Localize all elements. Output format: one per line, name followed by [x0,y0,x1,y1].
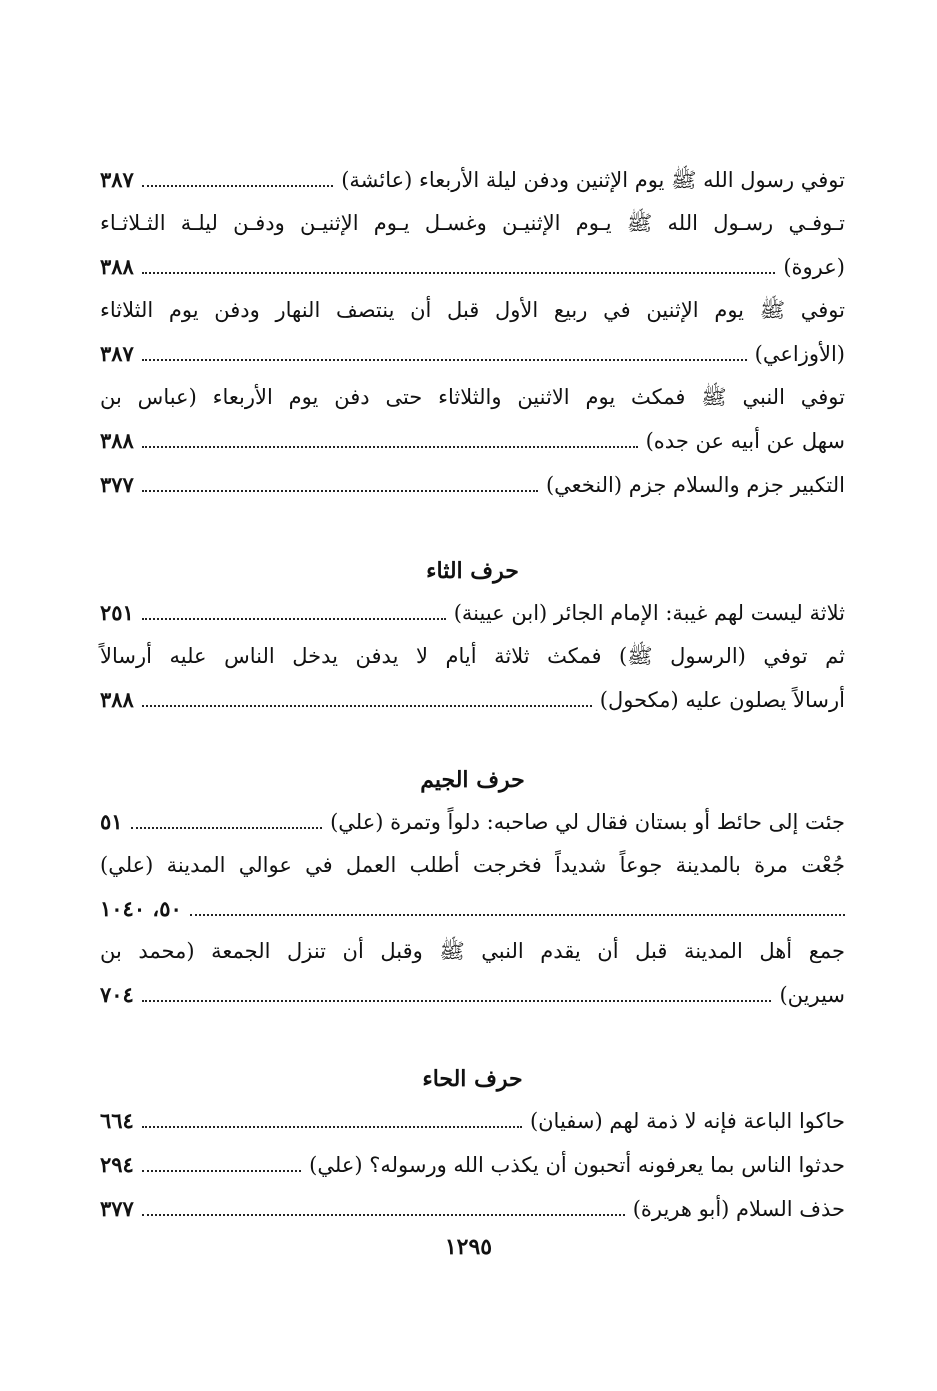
entry-text: التكبير جزم والسلام جزم (النخعي) [545,473,845,497]
entry-text: توفي ﷺ يوم الإثنين في ربيع الأول قبل أن ينتصف النهار ودفن يوم الثلاثاء [100,298,845,322]
dot-leader [142,1000,772,1002]
entry-text: توفي رسول الله ﷺ يوم الإثنين ودفن ليلة الأربعاء (عائشة) [341,168,845,192]
page-number: ١٢٩٥ [444,1234,493,1260]
entry-line [100,245,845,289]
page-reference: ٣٧٧ [100,472,134,497]
page-reference: ٧٠٤ [100,982,134,1007]
index-entry [100,1187,845,1231]
index-entry [100,930,845,1017]
index-entry [100,376,845,463]
entry-line [100,800,845,844]
dot-leader [142,490,538,492]
section-heading: حرف الثاء [426,558,519,584]
index-entry [100,800,845,844]
index-entry [100,844,845,930]
page-reference: ٣٨٨ [100,428,134,453]
index-entry [100,463,845,507]
page-reference: ٣٨٧ [100,167,134,192]
page-reference: ٢٩٤ [100,1152,134,1177]
page-reference: ٢٥١ [100,600,134,625]
entry-line [100,419,845,463]
page-reference: ٣٨٧ [100,341,134,366]
entry-text: جئت إلى حائط أو بستان فقال لي صاحبه: دلواً وتمرة (علي) [330,810,845,834]
dot-leader [142,1126,522,1128]
entry-line [100,158,845,202]
dot-leader [142,185,333,187]
page-reference: ٥٠، ١٠٤٠ [100,896,182,921]
entry-text: ثم توفي (الرسول ﷺ) فمكث ثلاثة أيام لا يدفن يدخل الناس عليه أرسالاً [100,644,845,668]
section-heading: حرف الجيم [420,767,525,793]
entry-text: جمع أهل المدينة قبل أن يقدم النبي ﷺ وقبل أن تنزل الجمعة (محمد بن [100,939,845,963]
dot-leader [142,1214,625,1216]
page-reference: ٣٨٨ [100,254,134,279]
dot-leader [142,1170,301,1172]
dot-leader [142,272,776,274]
section-heading: حرف الحاء [422,1066,523,1092]
dot-leader [142,618,446,620]
index-entry [100,158,845,202]
entry-text: تـوفـي رسـول الله ﷺ يـوم الإثنيـن وغسـل يـوم الإثنيـن ودفـن ليلـة الثـلاثـاء [100,211,845,235]
page-reference: ٦٦٤ [100,1108,134,1133]
page-reference: ٥١ [100,809,123,834]
dot-leader [131,827,323,829]
entry-text: سيرين) [779,983,845,1007]
index-entry [100,1099,845,1143]
entry-text: حذف السلام (أبو هريرة) [632,1197,845,1221]
entry-text: سهل عن أبيه عن جده) [645,429,845,453]
entry-line [100,1143,845,1187]
index-entry [100,1143,845,1187]
index-entry [100,289,845,376]
dot-leader [142,705,592,707]
index-page [100,158,845,1231]
index-entry [100,635,845,722]
index-entry [100,202,845,289]
entry-line [100,463,845,507]
dot-leader [142,446,638,448]
dot-leader [142,359,747,361]
entry-text: حاكوا الباعة فإنه لا ذمة لهم (سفيان) [529,1109,845,1133]
page-reference: ٣٨٨ [100,687,134,712]
entry-line [100,678,845,722]
dot-leader [190,914,845,916]
entry-line [100,887,845,930]
index-entry [100,591,845,635]
page-reference: ٣٧٧ [100,1196,134,1221]
entry-text: جُعْت مرة بالمدينة جوعاً شديداً فخرجت أطلب العمل في عوالي المدينة (علي) [100,853,845,877]
entry-text: أرسالاً يصلون عليه (مكحول) [599,688,845,712]
entry-text: توفي النبي ﷺ فمكث يوم الاثنين والثلاثاء حتى دفن يوم الأربعاء (عباس بن [100,385,845,409]
entry-text: (عروة) [783,255,845,279]
entry-text: حدثوا الناس بما يعرفونه أتحبون أن يكذب الله ورسوله؟ (علي) [309,1153,845,1177]
entry-line [100,591,845,635]
entry-text: (الأوزاعي) [754,342,845,366]
entry-text: ثلاثة ليست لهم غيبة: الإمام الجائر (ابن عيينة) [453,601,845,625]
entry-line [100,973,845,1017]
entry-line [100,1187,845,1231]
entry-line [100,1099,845,1143]
entry-line [100,332,845,376]
